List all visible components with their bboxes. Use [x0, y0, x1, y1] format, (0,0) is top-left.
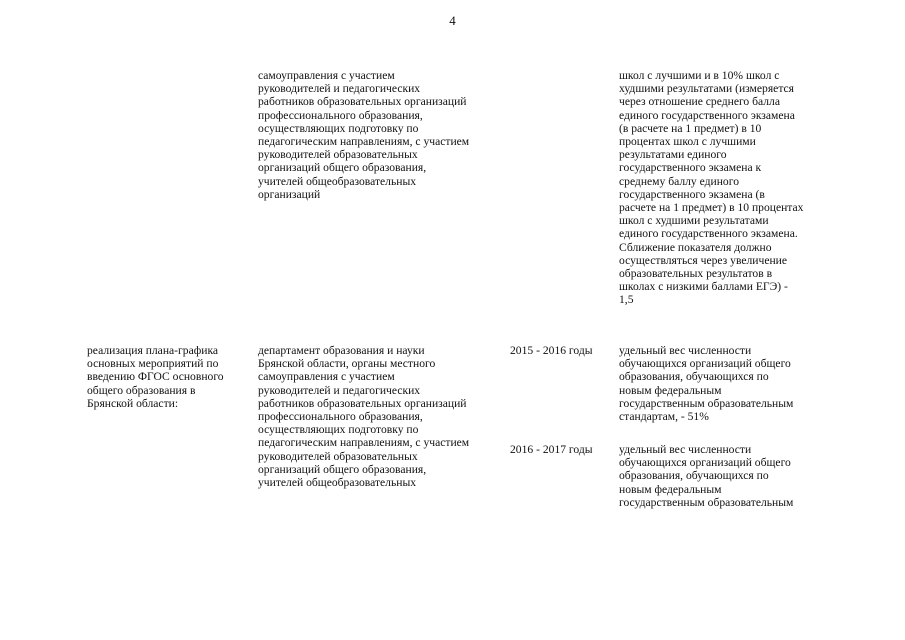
period-2015-2016: 2015 - 2016 годы	[510, 344, 593, 357]
measure-text: реализация плана-графика основных мероприятий по введению ФГОС основного общего образования в Брянской области:	[87, 344, 224, 410]
executors-continued-text: самоуправления с участием руководителей и педагогических работников образовательных организаций профессионального образования, осуществляющих подготовку по педагогическим направлениям, с участием руководителей образовательных организаций общего образования, учителей общеобразовательных организаций	[258, 69, 470, 201]
indicator-2016-2017: удельный вес численности обучающихся организаций общего образования, обучающихся по новым федеральным государственным образовательным	[619, 443, 794, 509]
indicator-continued-text: школ с лучшими и в 10% школ с худшими результатами (измеряется через отношение среднего балла единого государственного экзамена (в расчете на 1 предмет) в 10 процентах школ с лучшими результатами единого государственного экзамена к среднему баллу единого государственного экзамена (в расчете на 1 предмет) в 10 процентах школ с худшими результатами единого государственного экзамена. Сближение показателя должно осуществляться через увеличение образовательных результатов в школах с низкими баллами ЕГЭ) - 1,5	[619, 69, 804, 307]
indicator-2015-2016: удельный вес численности обучающихся организаций общего образования, обучающихся по новым федеральным государственным образовательным стандартам, - 51%	[619, 344, 794, 424]
page-number: 4	[449, 13, 456, 28]
executors-text: департамент образования и науки Брянской области, органы местного самоуправления с участием руководителей и педагогических работников образовательных организаций профессионального образования, осуществляющих подготовку по педагогическим направлениям, с участием руководителей образовательных организаций общего образования, учителей общеобразовательных	[258, 344, 470, 490]
period-2016-2017: 2016 - 2017 годы	[510, 443, 593, 456]
